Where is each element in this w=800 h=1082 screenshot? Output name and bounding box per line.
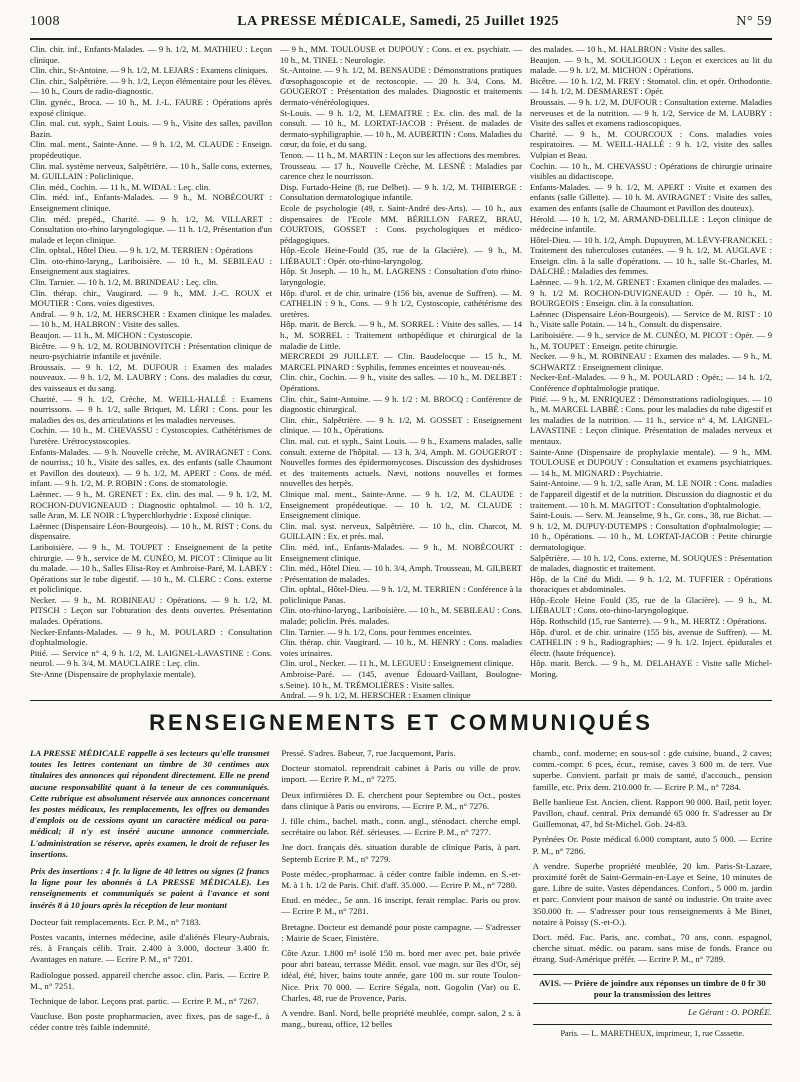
classifieds-column-3-entries <box>533 748 772 966</box>
section-title: RENSEIGNEMENTS ET COMMUNIQUÉS <box>149 710 653 735</box>
schedule-entry: Clin. méd., Hôtel Dieu. — 10 h. 3/4, Amph. Trousseau, M. GILBERT : Présentation de malades. <box>280 563 522 584</box>
schedule-entry: Beaujon. — 9 h., M. SOULIGOUX : Leçon et exercices au lit du malade. — 9 h. 1/2, M. MICHON : Opérations. <box>530 54 772 76</box>
schedule-entry: Salpêtrière. — 10 h. 1/2, Cons. externe, M. SOUQUES : Présentation de malades, diagnostic et traitement. <box>530 552 772 574</box>
schedule-entry: Clin. mal. système nerveux, Salpêtrière. — 10 h., Salle cons, externes, M. GUILLAIN : Policlinique. <box>30 160 272 182</box>
schedule-entry: Clin. Tarnier. — 9 h. 1/2, Cons. pour femmes enceintes. <box>280 626 472 637</box>
schedule-entry: Enfants-Malades. — 9 h. Nouvelle crèche, M. AVIRAGNET : Cons. de nourriss.; 10 h., Visite des salles, ex. des enfants (salle Chaumont et Pavillon des douteux). — 9 h. 1/2, M. APERT : Cons. de méd. infant. — 9 h. 1/2, M. P. ROBIN : Cons. de stomatologie. <box>30 446 272 489</box>
schedule-entry: des malades. — 10 h., M. HALBRON : Visite des salles. <box>530 44 726 54</box>
schedule-entry: Lariboisière. — 9 h., M. TOUPET : Enseignement de la petite chirurgie. — 9 h., service de M. CUNÉO, M. PICOT : Clinique au lit du malade. — 10 h., Salles Elisa-Roy et Ambroise-Paré, M. LABEY : Opérations sur le tube digestif. — 10 h., M. CLERC : Cons. externe et policlinique. <box>30 541 272 595</box>
avis-notice: AVIS. — Prière de joindre aux réponses un timbre de 0 fr 30 pour la transmission des lettres <box>533 974 772 1004</box>
editorial-notice: LA PRESSE MÉDICALE rappelle à ses lecteurs qu'elle transmet toutes les lettres contenant un timbre de 30 centimes aux titulaires des annonces qui répondent directement. Elle ne prend aucune responsabilité quant à la teneur de ces communiqués. Cette rubrique est absolument réservée aux annonces concernant les postes médicaux, les remplacements, les offres ou demandes d'emplois ou de cessions ayant un caractère médical ou para-médical; il n'y est inséré aucune annonce commerciale. L'administration se réserve, après examen, le droit de refuser les insertions. <box>30 748 270 859</box>
schedule-entry: Broussais. — 9 h. 1/2, M. DUFOUR : Consultation externe. Maladies nerveuses et de la nutrition. — 9 h. 1/2, Service de M. LAUBRY : Visite des salles et examens radioscopiques. <box>530 96 772 129</box>
schedule-entry: Pitié. — Service n° 4, 9 h. 1/2, M. LAIGNEL-LAVASTINE : Cons. neurol. — 9 h. 3/4, M. MAUCLAIRE : Leç. clin. <box>30 647 272 669</box>
schedule-entry: Clin. chir. inf., Enfants-Malades. — 9 h. 1/2, M. MATHIEU : Leçon clinique. <box>30 44 272 65</box>
classified-ad: Bretagne. Docteur est demandé pour poste campagne. — S'adresser : Mairie de Scaer, Finistère. <box>281 921 521 943</box>
classified-ad: Docteur fait remplacements. Ecr. P. M., n° 7183. <box>30 916 201 927</box>
schedule-column-1 <box>30 44 272 694</box>
section-rule <box>30 700 772 701</box>
schedule-entry: Clin. gynéc., Broca. — 10 h., M. J.-L. FAURE : Opérations après exposé clinique. <box>30 96 272 118</box>
printer-line: Paris. — L. MARETHEUX, imprimeur, 1, rue Cassette. <box>533 1024 772 1039</box>
schedule-entry: Ambroise-Paré. — (145, avenue Édouard-Vaillant, Boulogne-s.Seine). 10 h., M. TRÉMOLIÈRES : Visite salles. <box>280 669 522 690</box>
schedule-entry: MERCREDI 29 JUILLET. — Clin. Baudelocque — 15 h., M. MARCEL PINARD : Syphilis, femmes enceintes et nouveau-nés. <box>280 351 522 372</box>
schedule-entry: Hôp. marit. de Berck. — 9 h., M. SORREL : Visite des salles. — 14 h., M. SORREL : Traitement orthopédique et chirurgical de la maladie de Little. <box>280 319 522 351</box>
schedule-entry: Clin. chir., Cochin. — 9 h., visite des salles. — 10 h., M. DELBET : Opérations. <box>280 372 522 393</box>
schedule-entry: Laënnec (Dispensaire Léon-Bourgeois). — 10 h., M. RIST : Cons. du dispensaire. <box>30 520 272 542</box>
schedule-entry: Pitié. — 9 h., M. ENRIQUEZ : Démonstrations radiologiques. — 10 h., M. MARCEL LABBÉ : Cons. pour les maladies du tube digestif et les maladies de la nutrition. — 11 h., service n° 4, M. LAIGNEL-LAVASTINE : Leçon clinique. Présentation de malades nerveux et mentaux. <box>530 393 772 446</box>
schedule-entry: St.-Antoine. — 9 h. 1/2, M. BENSAUDE : Démonstrations pratiques d'œsophagoscopie et de rectoscopie. — 20 h. 3/4, Cons. M. GOUGEROT : Présentation des malades. Diagnostic et traitements dermato-vénéréologiques. <box>280 65 522 107</box>
classified-ad: Pyrénées Or. Poste médical 6.000 comptant, auto 5 000. — Ecrire P. M., n° 7286. <box>532 834 772 856</box>
schedule-entry: Trousseau. — 17 h., Nouvelle Crèche, M. LESNÉ : Maladies par carence chez le nourrisson. <box>280 160 522 182</box>
schedule-entry: Charité. — 9 h. 1/2, Crèche, M. WEILL-HALLÉ : Examens nourrissons. — 9 h. 1/2, salle Briquet, M. LÉRI : Cons. pour les maladies des os, des articulations et les maladies nerveuses. <box>30 393 272 425</box>
schedule-entry: — 9 h., MM. TOULOUSE et DUPOUY : Cons. et ex. psychiatr. — 10 h., M. TINEL : Neurologie. <box>280 44 522 65</box>
schedule-entry: Laënnec. — 9 h. 1/2, M. GRENET : Examen clinique des malades. — 9 h. 1/2 M. ROCHON-DUVIGNEAUD : Opér. — 10 h., M. BOURGEOIS : Enseign. clin. à la consultation. <box>530 277 772 309</box>
classified-ad: Côte Azur. 1.800 m² isolé 150 m. bord mer avec pet. baie privée pour abri bateau, terrasse Médit. ensol. vue magn. sur îles d'Or, séj idéal, été, hiver, bains toute année, gare 100 m. sur route Toulon-Nice. Prix 70 000. — Ecrire Ségala, nott. Gogolin (Var) ou E. Charles, 48, rue de Provence, Paris. <box>281 948 521 1003</box>
schedule-entry: Clin. méd. inf., Enfants-Malades. — 9 h., M. NOBÉCOURT : Enseignement clinique. <box>280 541 522 563</box>
schedule-entry: Cochin. — 10 h., M. CHEVASSU : Opérations de chirurgie urinaire visibles au didactiscope. <box>530 160 772 182</box>
schedule-entry: Hôp. d'urol. et de chir. urinaire (155 bis, avenue de Suffren). — M. CATHELIN : 9 h., Radiographies; — 9 h. 1/2. Inject. épidurales et électr. (haute fréquence). <box>530 626 772 658</box>
classified-ad: Doct. méd. Fac. Paris, anc. combat., 70 ans, conn. espagnol, cherche situat. médic. ou param. sans mise de fonds. France ou étrang. Sud-Amérique préfér. — Ecrire P. M., n° 7289. <box>532 932 772 965</box>
publication-title: LA PRESSE MÉDICALE, Samedi, 25 Juillet 1925 <box>237 14 560 29</box>
schedule-entry: Necker-Enf.-Malades. — 9 h., M. POULARD : Opér.; — 14 h. 1/2, Conférence d'ophtalmologie pratique. <box>530 372 772 393</box>
classifieds-columns <box>30 748 772 1068</box>
schedule-entry: Saint-Louis. — Serv. M. Jeanselme, 9 h., Gr. cons., 38, rue Bichat. — 9 h. 1/2, M. DUPUY-DUTEMPS : Consultation d'ophtalmologie; — 10 h., Opérations. — 10 h., M. LORTAT-JACOB : Petite chirurgie dermatologique. <box>530 510 772 552</box>
classified-ad: Postes vacants, internes médecine, asile d'aliénés Fleury-Aubrais, rés. à Français célib. Trait. 2.400 à 3.000, docteur 3.400 fr. Avantages en nature. — Ecrire P. M., n° 7201. <box>30 932 270 965</box>
schedule-entry: Clin. thérap. chir. Vaugirard. — 10 h., M. HENRY : Cons. maladies voies urinaires. <box>280 637 522 658</box>
classified-ad: Docteur stomatol. reprendrait cabinet à Paris ou ville de prov. import. — Ecrire P. M., n° 7275. <box>281 763 521 785</box>
schedule-entry: Hôp.-Ecole Heine-Fould (35, rue de la Glacière). — 9 h., M. LIÉBAULT : Opér. oto-rhino-laryngolog. <box>280 245 522 266</box>
schedule-column-3 <box>530 44 772 694</box>
schedule-entry: Clin. ophtal., Hôtel Dieu. — 9 h. 1/2, M. TERRIEN : Opérations <box>30 245 253 256</box>
schedule-entry: Clin. chir., Salpêtrière. — 9 h. 1/2, M. GOSSET : Enseignement clinique. — 10 h., Opérations. <box>280 414 522 436</box>
schedule-entry: Enfants-Malades. — 9 h. 1/2, M. APERT : Visite et examen des enfants (salle Gillette). — 10 h. M. AVIRAGNET : Visite des salles, examen des enfants (salle de Chaumont et Pavillon des douteux). <box>530 181 772 213</box>
schedule-entry: Lariboisière. — 9 h., service de M. CUNÉO, M. PICOT : Opér. — 9 h., M. TOUPET : Enseign. petite chirurgie. <box>530 330 772 351</box>
schedule-entry: Hôp. Rothschild (15, rue Santerre). — 9 h., M. HERTZ : Opérations. <box>530 616 767 627</box>
classified-ad: chamb., conf. moderne; en sous-sol : gde cuisine, buand., 2 caves; comm.-compr. 6 pces, écur., remise, caves 3 600 m. de terr. Vue superbe. Convient. parfait pr mais de santé, d'accouch., pension famille, etc. Prix dem. 210.000 fr. — Ecrire P. M., n° 7284. <box>532 748 772 792</box>
schedule-entry: Hôp.-Ecole Heine Fould (35, rue de la Glacière). — 9 h., M. LIÉBAULT : Cons. oto-rhino-laryngologique. <box>530 594 772 616</box>
gerant-line: Le Gérant : O. PORÉE. <box>687 1007 772 1018</box>
schedule-entry: Ste-Anne (Dispensaire de prophylaxie mentale). <box>30 669 196 680</box>
schedule-entry: Hôp. marit. Berck. — 9 h., M. DELAHAYE : Visite salle Michel-Moring. <box>530 658 772 680</box>
classified-ad: Poste médec.-propharmac. à céder contre faible indemn. en S.-et-M. à 1 h. 1/2 de Paris. Chif. d'aff. 35.000. — Ecrire P. M., n° 7280. <box>281 868 521 891</box>
classified-ad: Jne doct. français dés. situation durable de clinique Paris, à part. Septemb Ecrire P. M., n° 7279. <box>281 842 521 864</box>
schedule-entry: Clin. oto-rhino-laryng., Lariboisière. — 10 h., M. SEBILEAU : Enseignement aux stagiaires. <box>30 255 272 277</box>
page-header <box>30 10 772 34</box>
schedule-entry: Clin. méd. inf., Enfants-Malades. — 9 h., M. NOBÉCOURT : Enseignement clinique. <box>30 192 272 213</box>
schedule-columns <box>30 44 772 701</box>
schedule-entry: Sainte-Anne (Dispensaire de prophylaxie mentale). — 9 h., MM. TOULOUSE et DUPOUY : Consultation et examens psychiatriques. — 14 h., M. MIGNARD : Psychiatrie. <box>530 446 772 478</box>
classifieds-column-3 <box>533 748 772 1068</box>
issue-number: N° 59 <box>736 14 772 29</box>
classified-ad: Vaucluse. Bon poste propharmacien, avec fixes, pas de sage-f., à céder contre très faible indemnité. <box>30 1011 270 1033</box>
schedule-column-2 <box>280 44 522 701</box>
schedule-entry: Beaujon. — 11 h., M. MICHON : Cystoscopie. <box>30 330 193 341</box>
schedule-entry: Clin. mal. ment., Sainte-Anne. — 9 h. 1/2, M. CLAUDE : Enseign. propédeutique. <box>30 139 272 160</box>
schedule-entry: Clin. mal. cut. et syph., Saint Louis. — 9 h., Examens malades, salle consult. externe de l'hôpital. — 13 h. 3/4, Amph. M. GOUGEROT : Nouvelles formes des épidermomycoses. Discussion des dyshidroses et des traitements actuels. Nævi, notions nouvelles et formes nouvelles des herpès. <box>280 435 522 489</box>
schedule-entry: Clin. Tarnier. — 10 h. 1/2, M. BRINDEAU : Leç. clin. <box>30 277 219 288</box>
schedule-entry: Clin. ophtal., Hôtel-Dieu. — 9 h. 1/2, M. TERRIEN : Conférence à la policlinique Panas. <box>280 584 522 605</box>
schedule-entry: Laënnec. — 9 h., M. GRENET : Ex. clin. des mal. — 9 h. 1/2, M. ROCHON-DUVIGNEAUD : Diagnostic ophtalmol. — 10 h. 1/2, salle Aran, M. LE NOIR : L'hyperchlorhydrie : Exposé clinique. <box>30 488 272 521</box>
classified-ad: Technique de labor. Leçons prat. partic. — Ecrire P. M., n° 7267. <box>30 996 259 1007</box>
schedule-entry: Necker-Enfants-Malades. — 9 h., M. POULARD : Consultation d'ophtalmologie. <box>30 626 272 648</box>
schedule-entry: Clin. méd., Cochin. — 11 h., M. WIDAL : Leç. clin. <box>30 181 211 192</box>
schedule-entry: Hérold. — 10 h. 1/2, M. ARMAND-DELILLE : Leçon clinique de médecine infantile. <box>530 213 772 235</box>
schedule-entry: Andral. — 9 h. 1/2, M. HERSCHER : Examen clinique les malades. — 10 h., M. HALBRON : Visite des salles. <box>30 308 272 330</box>
schedule-entry: Clin. thérap. chir., Vaugirard. — 9 h., MM. J.-C. ROUX et MOUTIER : Cons. voies digestives. <box>30 287 272 309</box>
schedule-entry: Clin. urol., Necker. — 11 h., M. LEGUEU : Enseignement clinique. <box>280 658 514 669</box>
schedule-entry: Cochin. — 10 h., M. CHEVASSU : Cystoscopies. Cathétérismes de l'uretère. Urétrocystoscopies. <box>30 425 272 446</box>
header-rule <box>30 38 772 40</box>
schedule-entry: Necker. — 9 h., M. ROBINEAU : Examen des malades. — 9 h., M. SCHWARTZ : Enseignement clinique. <box>530 351 772 372</box>
schedule-entry: Clin. chir., Saint-Antoine. — 9 h. 1/2 : M. BROCQ : Conférence de diagnostic chirurgical. <box>280 393 522 415</box>
schedule-entry: Charité. — 9 h., M. COURCOUX : Cons. maladies voies respiratoires. — M. WEILL-HALLÉ : 9 h. 1/2, visite des salles Vulpian et Beau. <box>530 128 772 160</box>
schedule-entry: Laënnec (Dispensaire Léon-Bourgeois). — Service de M. RIST : 10 h., Visite salle Potain. — 14 h., Consult. du dispensaire. <box>530 308 772 330</box>
schedule-entry: Hôp. de la Cité du Midi. — 9 h. 1/2, M. TUFFIER : Opérations thoraciques et abdominales. <box>530 573 772 595</box>
classified-ad: J. fille chim., bachel. math., conn. angl., sténodact. cherche empl. secrétaire ou labor. Réf. sérieuses. — Ecrire P. M., n° 7277. <box>281 816 521 838</box>
schedule-entry: Hôtel-Dieu. — 10 h. 1/2, Amph. Dupuytren, M. LÉVY-FRANCKEL : Traitement des tuberculoses cutanées. — 9 h. 1/2, M. AUGLAVE : Enseign. clin. à la salle d'opérations. — 10 h., salle St.-Charles, M. DALCHÉ : Maladies des femmes. <box>530 234 772 277</box>
schedule-entry: Clin. méd. prepéd., Charité. — 9 h. 1/2, M. VILLARET : Consultation oto-rhino laryngologique. — 11 h. 1/2, Présentation d'un malade et leçon clinique. <box>30 213 272 245</box>
schedule-entry: Hôp. d'urol. et de chir. urinaire (156 bis, avenue de Suffren). — M. CATHELIN : 9 h., Cons. — 9 h 1/2, Cystoscopie, cathétérisme des uretères. <box>280 287 522 319</box>
schedule-entry: Bicêtre. — 10 h. 1/2, M. FREY : Stomatol. clin. et opér. Orthodontie. — 14 h. 1/2, M. DESMAREST : Opér. <box>530 75 772 97</box>
editorial-notice: Prix des insertions : 4 fr. la ligne de 40 lettres ou signes (2 francs la ligne pour les abonnés à LA PRESSE MÉDICALE). Les renseignements et communiqués se paient à l'avance et sont insérés 8 à 10 jours après la réception de leur montant <box>30 866 270 910</box>
page-number: 1008 <box>30 14 60 29</box>
schedule-entry: Saint-Antoine. — 9 h. 1/2, salle Aran, M. LE NOIR : Cons. maladies de l'appareil digestif et de la nutrition. Discussion du diagnostic et du traitement. — 10 h. M. MAGITOT : Consultation d'ophtalmologie. <box>530 478 772 510</box>
classified-ad: A vendre. Banl. Nord, belle propriété meublée, compr. salon, 2 s. à mang., bureau, office, 12 belles <box>281 1008 521 1030</box>
schedule-entry: Clin. oto-rhino-laryng., Lariboisière. — 10 h., M. SEBILEAU : Cons. malade; policlin. Prés. malades. <box>280 605 522 627</box>
classifieds-column-1 <box>30 748 269 1068</box>
schedule-entry: St-Louis. — 9 h. 1/2, M. LEMAITRE : Ex. clin. des mal. de la consult. — 10 h., M. LORTAT-JACOB : Présent. de malades de dermato-syphiligraphie. — 10 h., M. AUBERTIN : Cons. Maladies du cœur, du foie, et du sang. <box>280 107 522 150</box>
schedule-entry: Clin. chir., St-Antoine. — 9 h. 1/2, M. LEJARS : Examens cliniques. <box>30 65 268 76</box>
schedule-entry: Necker. — 9 h., M. ROBINEAU : Opérations. — 9 h. 1/2, M. PITSCH : Leçon sur l'obturation des dents ouvertes. Présentation malades. Opérations. <box>30 594 272 627</box>
classified-ad: Belle banlieue Est. Ancien. client. Rapport 90 000. Bail, petit loyer. Pavillon, chauf. central. Prix demandé 65 000 fr. S'adresser au Dr Guillemonat, 47, bd St-Michel. Gob. 24-83. <box>532 796 772 830</box>
schedule-entry: Bicêtre. — 9 h. 1/2, M. ROUBINOVITCH : Présentation clinique de neuro-psychiatrie infantile et juvénile. <box>30 340 272 362</box>
schedule-entry: Broussais. — 9 h. 1/2, M. DUFOUR : Examen des malades nouveaux. — 9 h. 1/2, M. LAUBRY : Cons. des maladies du cœur, des vaisseaux et du sang. <box>30 361 272 393</box>
schedule-entry: Clin. mal. syst. nerveux, Salpêtrière. — 10 h., clin. Charcot, M. GUILLAIN : Ex. et prés. mal. <box>280 520 522 542</box>
classified-ad: Radiologue possed. appareil cherche assoc. clin. Paris. — Ecrire P. M., n° 7251. <box>30 969 270 991</box>
classified-ad: Etud. en médec., 5e ann. 16 inscript. ferait remplac. Paris ou prov. — Ecrire P. M., n° 7281. <box>281 895 521 917</box>
schedule-entry: Andral. — 9 h. 1/2, M. HERSCHER : Examen clinique <box>280 690 471 701</box>
schedule-entry: Tenon. — 11 h., M. MARTIN : Leçon sur les affections des membres. <box>280 149 521 160</box>
schedule-entry: Ecole de psychologie (49, r. Saint-André des-Arts). — 10 h., aux dispensaires de l'Ecole MM. BÉRILLON FAREZ, BRAU, COURTOIS, GOSSET : Cons. psychologiques et médico-pédagogiques. <box>280 202 522 245</box>
schedule-entry: Hôp. St Joseph. — 10 h., M. LAGRENS : Consultation d'oto rhino-laryngologie. <box>280 266 522 288</box>
schedule-entry: Disp. Furtado-Heine (8, rue Delbet). — 9 h. 1/2, M. THIBIERGE : Consultation dermatologique infantile. <box>280 181 522 203</box>
schedule-entry: Clin. chir., Salpêtrière. — 9 h. 1/2, Leçon élémentaire pour les élèves. — 10 h., Cours de radio-diagnostic. <box>30 75 272 97</box>
schedule-entry: Clin. mal. cut. syph., Saint Louis. — 9 h., Visite des salles, pavillon Bazin. <box>30 118 272 139</box>
schedule-entry: Clinique mal. ment., Sainte-Anne. — 9 h. 1/2, M. CLAUDE : Enseignement propédeutique. — 10 h. 1/2, M. CLAUDE : Enseignement clinique. <box>280 488 522 521</box>
classified-ad: Deux infirmières D. E. cherchent pour Septembre ou Oct., postes dans clinique à Paris ou environs. — Ecrire P. M., n° 7276. <box>281 789 521 811</box>
classified-ad: A vendre. Superbe propriété meublée, 20 km. Paris-St-Lazare, proximité forêt de Saint-Germain-en-Laye et Seine, 10 minutes de gare. Libre de suite. Vastes dépendances. Confort., 5 000 m. jardin et parc. Convient pour maison de santé ou industrie. On traite avec 350.000 fr. — S'adresser pour tous renseignements à Me Binet, notaire à Poissy (S.-et-O.). <box>532 860 772 927</box>
classified-ad: Pressé. S'adres. Babeur, 7, rue Jacquemont, Paris. <box>281 748 456 758</box>
classifieds-column-2 <box>281 748 520 1068</box>
